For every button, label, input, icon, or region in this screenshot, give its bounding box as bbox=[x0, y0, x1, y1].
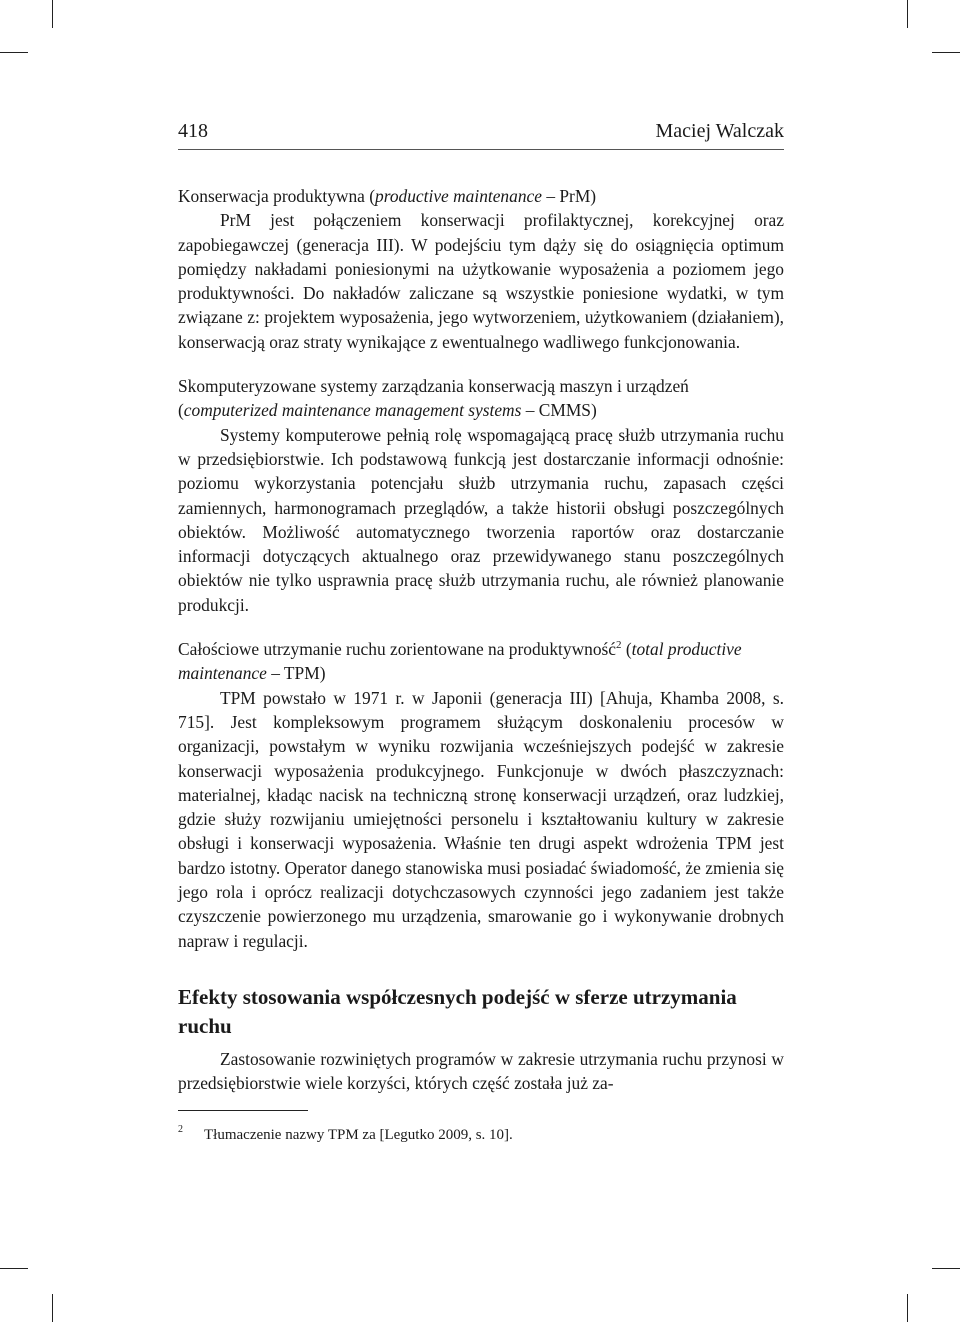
section-title: Konserwacja produktywna (productive maintenance – PrM) bbox=[178, 186, 597, 206]
section-heading: Efekty stosowania współczesnych podejść w sferze utrzymania ruchu bbox=[178, 984, 737, 1038]
crop-mark bbox=[932, 1268, 960, 1269]
running-head bbox=[178, 120, 784, 150]
footnote-ref: 2 bbox=[616, 639, 622, 652]
page-number: 418 bbox=[178, 120, 208, 142]
author-name: Maciej Walczak bbox=[655, 120, 784, 142]
paragraph: Systemy komputerowe pełnią rolę wspomagającą pracę służb utrzymania ruchu w przedsiębiorstwie. Ich podstawową funkcją jest dostarczanie informacji odnośnie: poziomu wykorzystania potencjału służb utrzymania ruchu, zapasach części zamiennych, harmonogramach przeglądów, a także historii obsługi poszczególnych obiektów. Możliwość automatycznego tworzenia raportów oraz dostarczanie informacji dotyczących aktualnego oraz przewidywanego stanu poszczególnych obiektów nie tylko usprawnia pracę służb utrzymania ruchu, ale również planowanie produkcji. bbox=[178, 424, 784, 615]
section-cmms bbox=[178, 374, 784, 617]
paragraph: TPM powstało w 1971 r. w Japonii (generacja III) [Ahuja, Khamba 2008, s. 715]. Jest kompleksowym programem służącym doskonaleniu procesów w organizacji, powstałym w wyniku rozwijania wcześniejszych podejść w zakresie konserwacji wyposażenia produkcyjnego. Funkcjonuje w dwóch płaszczyznach: materialnej, kładąc nacisk na techniczną stronę konserwacji urządzeń, oraz ludzkiej, gdzie służy rozwijaniu umiejętności personelu i kształtowaniu kultury w zakresie obsługi i konserwacji wyposażenia. Właśnie ten drugi aspekt wdrożenia TPM jest bardzo istotny. Operator danego stanowiska musi posiadać świadomość, że zmienia się jego rola i oprócz realizacji dotychczasowych czynności jego zadaniem jest także czyszczenie powierzonego mu urządzenia, smarowanie go i wykonywanie drobnych napraw i regulacji. bbox=[178, 687, 784, 951]
page bbox=[178, 120, 784, 1147]
footnote-text: Tłumaczenie nazwy TPM za [Legutko 2009, s. 10]. bbox=[204, 1126, 513, 1143]
crop-mark bbox=[932, 52, 960, 53]
section-productive-maintenance bbox=[178, 184, 784, 354]
section-title: Całościowe utrzymanie ruchu zorientowane na produktywność$^2$ (total productive maintenance – TPM) bbox=[178, 639, 742, 684]
footnote-number: 2 bbox=[178, 1123, 183, 1135]
paragraph: Zastosowanie rozwiniętych programów w zakresie utrzymania ruchu przynosi w przedsiębiorstwie wiele korzyści, których część została już za- bbox=[178, 1048, 784, 1094]
crop-mark bbox=[52, 0, 53, 28]
paragraph: PrM jest połączeniem konserwacji profilaktycznej, korekcyjnej oraz zapobiegawczej (generacja III). W podejściu tym dąży się do osiągnięcia optimum pomiędzy nakładami poniesionymi na użytkowanie wyposażenia a poziomem jego produktywności. Do nakładów zaliczane są wszystkie poniesione wydatki, w tym związane z: projektem wyposażenia, jego wytworzeniem, użytkowaniem (działaniem), konserwacją oraz straty wynikające z ewentualnego wadliwego funkcjonowania. bbox=[178, 210, 784, 352]
section-tpm bbox=[178, 637, 784, 953]
crop-mark bbox=[52, 1294, 53, 1322]
footnote bbox=[178, 1123, 784, 1147]
crop-mark bbox=[0, 1268, 28, 1269]
section-title: Skomputeryzowane systemy zarządzania konserwacją maszyn i urządzeń (computerized maintenance management systems – CMMS) bbox=[178, 376, 689, 421]
crop-mark bbox=[907, 0, 908, 28]
footnote-rule bbox=[178, 1110, 308, 1111]
body-text bbox=[178, 184, 784, 1147]
crop-mark bbox=[907, 1294, 908, 1322]
crop-mark bbox=[0, 52, 28, 53]
